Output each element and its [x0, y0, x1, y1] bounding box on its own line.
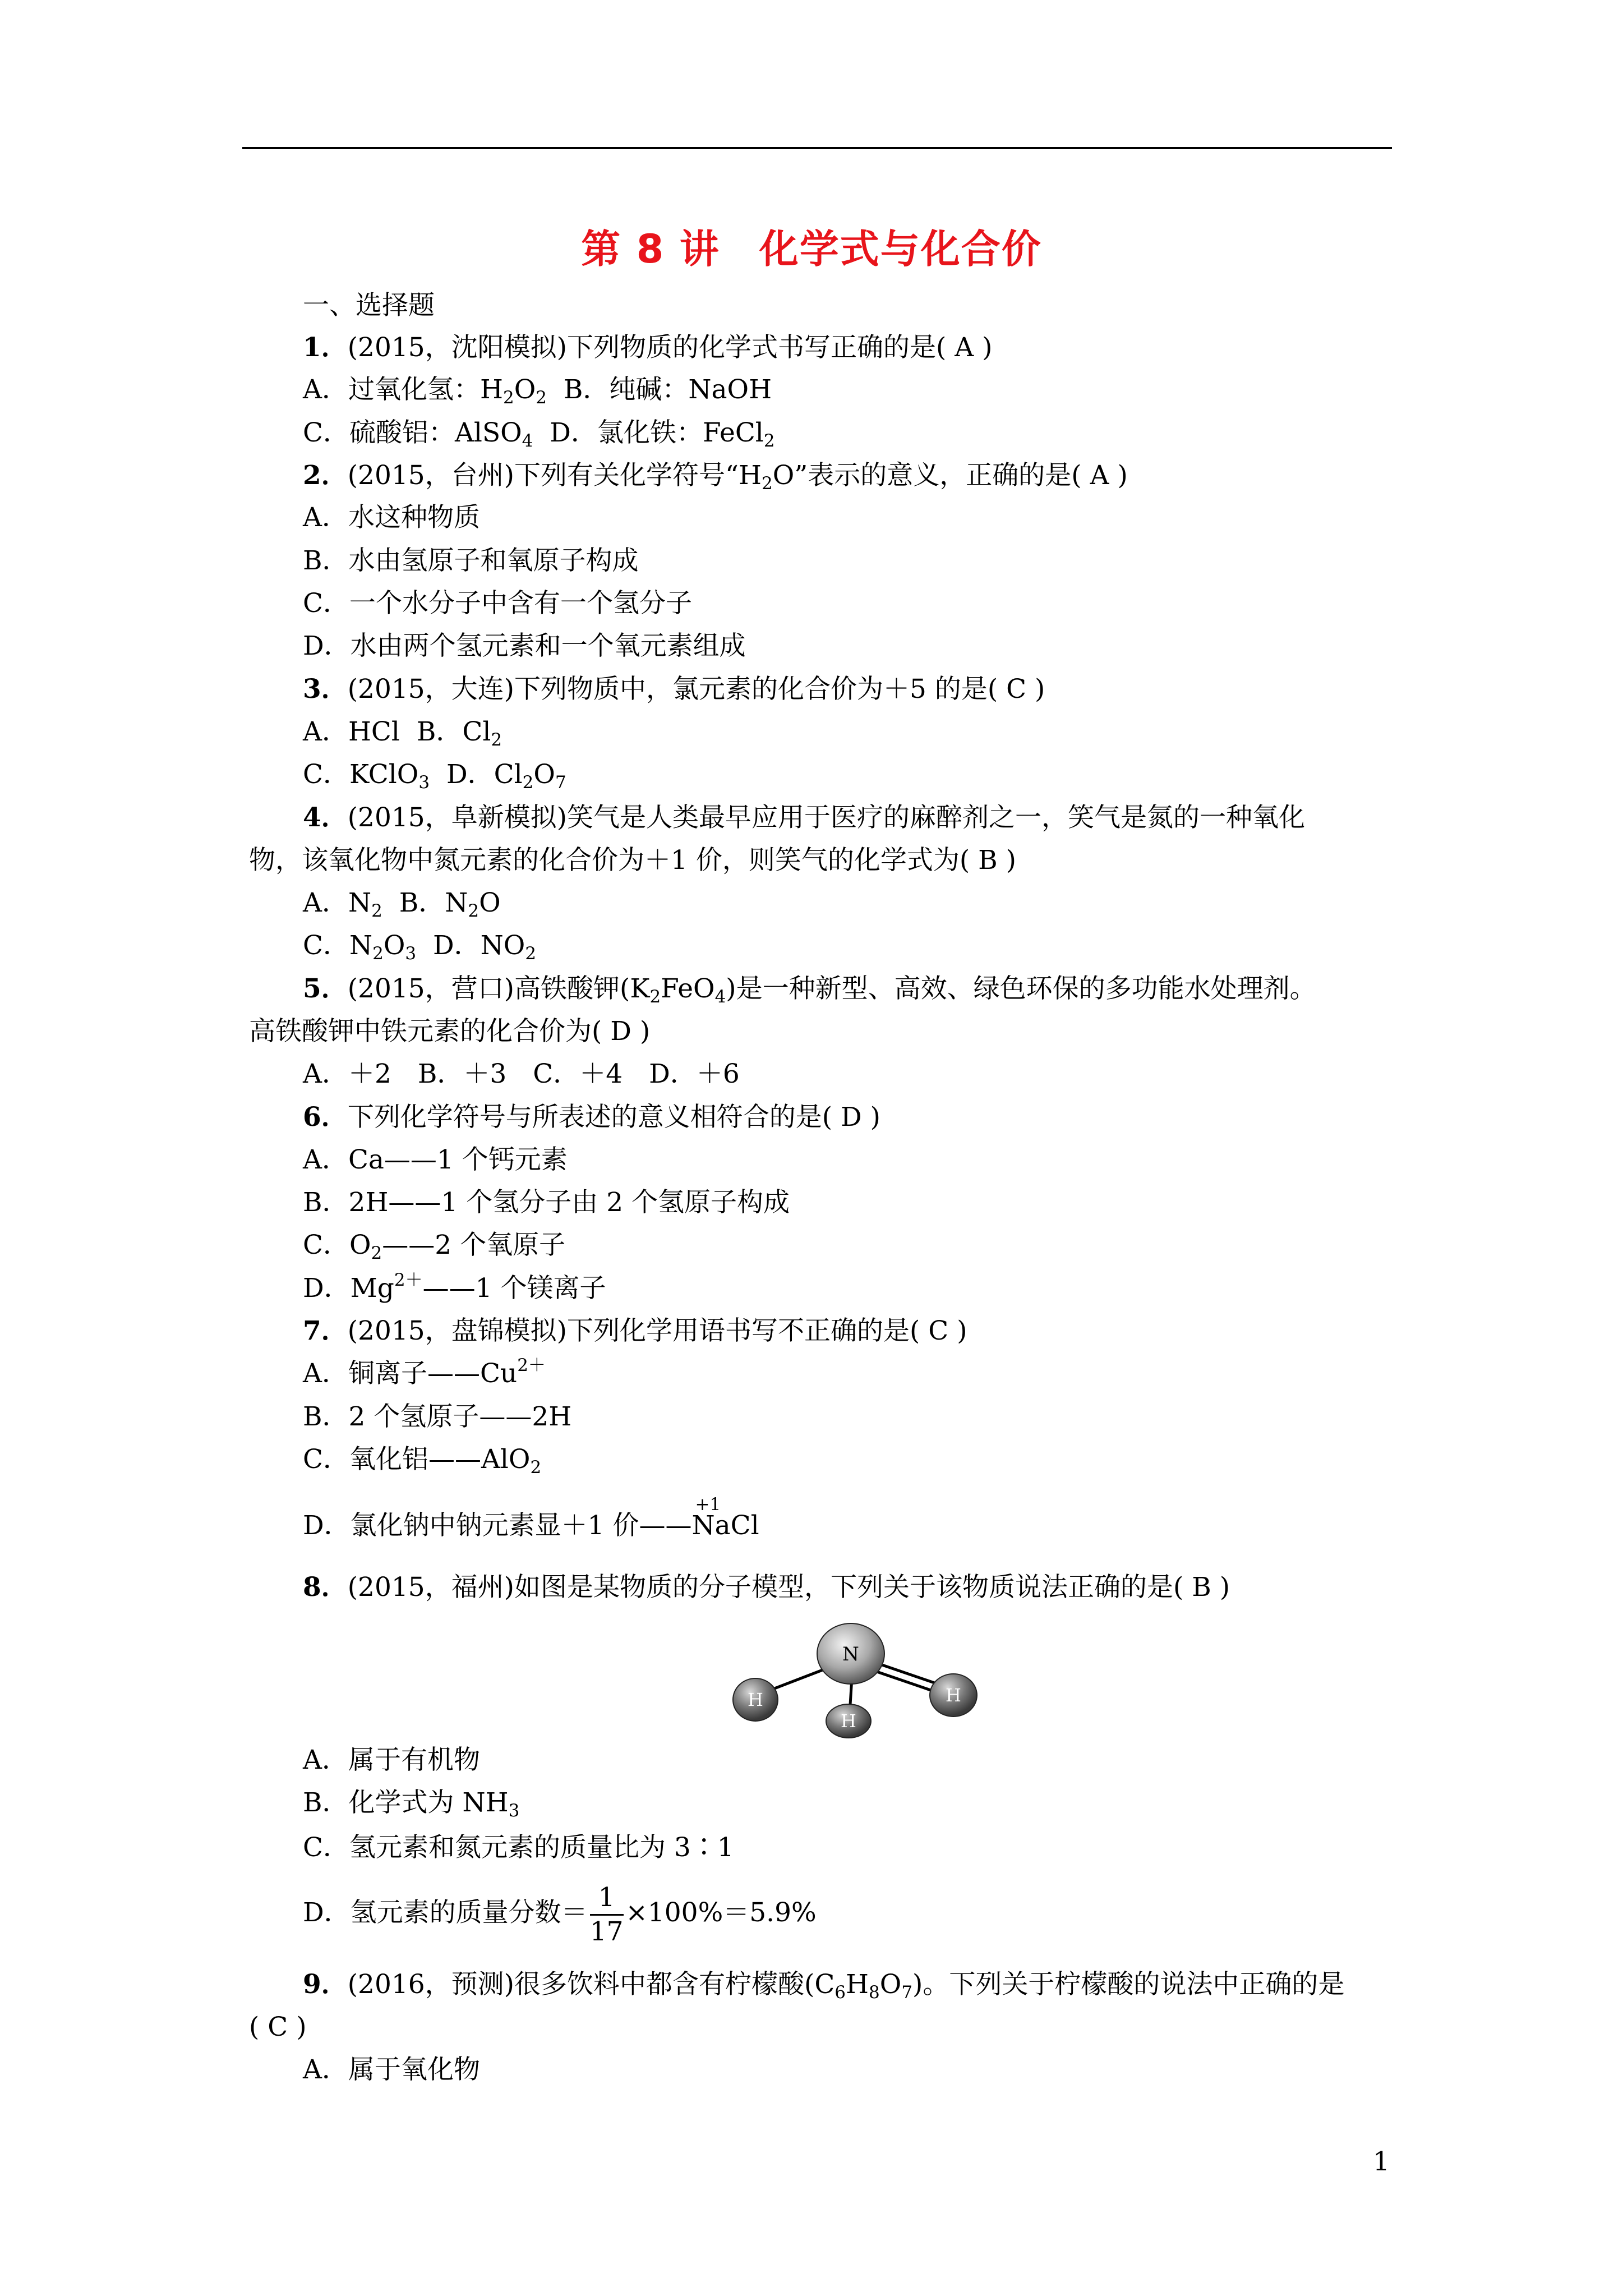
q2-option-b: B．水由氢原子和氧原子构成 [303, 545, 639, 576]
svg-text:H: H [946, 1685, 961, 1706]
answer: B [978, 845, 998, 876]
q8-option-c: C．氢元素和氮元素的质量比为 3∶1 [303, 1832, 734, 1863]
hydrogen-atom-right [930, 1674, 977, 1717]
question-9-stem-line2: ( C ) [249, 2012, 307, 2042]
header-rule [242, 147, 1392, 149]
section-heading: 一、选择题 [303, 290, 435, 321]
answer: C [1006, 674, 1027, 705]
q9-option-a: A．属于氧化物 [303, 2054, 480, 2085]
question-4-stem-line2: 物，该氧化物中氮元素的化合价为＋1 价，则笑气的化学式为( B ) [249, 845, 1016, 876]
q8-option-d: D．氢元素的质量分数＝ $\frac{1}{17}$ ×100%＝5.9% [303, 1881, 817, 1947]
valence-notation: +1 NaCl [691, 1494, 759, 1541]
svg-text:N: N [842, 1643, 859, 1665]
q6-option-d: D．$Mg^{2+}——1$ 个镁离子 [303, 1270, 606, 1304]
answer: C [268, 2012, 288, 2042]
svg-text:H: H [748, 1689, 763, 1710]
question-9-stem-line1: 9．(2016，预测)很多饮料中都含有柠檬酸$(C_6H_8O_7)$。下列关于柠檬酸的说法中正确的是 [303, 1969, 1345, 2003]
question-5-stem-line1: 5．(2015，营口)高铁酸钾$(K_2FeO_4)$是一种新型、高效、绿色环保的多功能水处理剂。 [303, 973, 1316, 1007]
answer: D [841, 1102, 862, 1133]
answer: D [610, 1016, 631, 1047]
question-1-stem: 1．(2015，沈阳模拟)下列物质的化学式书写正确的是( A ) [303, 332, 993, 363]
page-number: 1 [1373, 2146, 1390, 2177]
q4-options-cd: C．$N_2O_3$ D．$NO_2$ [303, 930, 537, 964]
q6-option-b: B．2H——1 个氢分子由 2 个氢原子构成 [303, 1187, 790, 1218]
question-5-stem-line2: 高铁酸钾中铁元素的化合价为( D ) [249, 1016, 651, 1047]
question-7-stem: 7．(2015，盘锦模拟)下列化学用语书写不正确的是( C ) [303, 1315, 967, 1346]
answer: A [955, 332, 974, 363]
q6-option-c: C．$O_2——2$ 个氧原子 [303, 1230, 566, 1263]
answer: C [928, 1315, 949, 1346]
svg-text:H: H [841, 1710, 856, 1732]
q3-options-ab: A．HCl B．$Cl_2$ [303, 716, 502, 750]
hydrogen-atom-bottom [826, 1704, 871, 1738]
question-4-stem-line1: 4．(2015，阜新模拟)笑气是人类最早应用于医疗的麻醉剂之一，笑气是氮的一种氧化 [303, 802, 1305, 833]
q8-option-a: A．属于有机物 [303, 1745, 480, 1775]
q3-options-cd: C．KClO$_3$ D．$Cl_2O_7$ [303, 759, 566, 793]
q1-options-cd: C．硫酸铝：AlSO$_4$ D．氯化铁：FeCl$_2$ [303, 417, 775, 451]
question-8-stem: 8．(2015，福州)如图是某物质的分子模型，下列关于该物质说法正确的是( B ) [303, 1572, 1230, 1603]
question-2-stem: 2．(2015，台州)下列有关化学符号“$H_2O$”表示的意义，正确的是( A ) [303, 460, 1128, 494]
title-lecture-number: 第 8 讲 [581, 226, 720, 272]
answer: A [1090, 460, 1109, 491]
hydrogen-atom-left [733, 1678, 778, 1721]
q7-option-c: C．氧化铝——AlO$_2$ [303, 1444, 542, 1478]
nitrogen-atom [817, 1623, 884, 1684]
q2-option-c: C．一个水分子中含有一个氢分子 [303, 588, 692, 619]
fraction: $\frac{1}{17}$ [589, 1881, 624, 1947]
q2-option-d: D．水由两个氢元素和一个氧元素组成 [303, 631, 746, 661]
q8-option-b: B．化学式为 $NH_3$ [303, 1787, 520, 1821]
q1-options-ab: A．过氧化氢：$H_2O_2$ B．纯碱：NaOH [303, 374, 772, 408]
q6-option-a: A．Ca——1 个钙元素 [303, 1144, 568, 1175]
question-6-stem: 6．下列化学符号与所表述的意义相符合的是( D ) [303, 1102, 880, 1133]
q7-option-d: D．氯化钠中钠元素显＋1 价—— +1 NaCl [303, 1509, 759, 1543]
q2-option-a: A．水这种物质 [303, 502, 480, 533]
q7-option-b: B．2 个氢原子——2H [303, 1401, 572, 1432]
q5-options: A．＋2 B．＋3 C．＋4 D．＋6 [303, 1059, 740, 1089]
page-title [0, 218, 1623, 274]
title-topic: 化学式与化合价 [759, 226, 1042, 272]
q4-options-ab: A．$N_2$ B．$N_2O$ [303, 887, 501, 921]
question-3-stem: 3．(2015，大连)下列物质中，氯元素的化合价为＋5 的是( C ) [303, 674, 1045, 705]
answer: B [1192, 1572, 1211, 1603]
q7-option-a: A．铜离子$——Cu^{2+}$ [303, 1355, 546, 1389]
molecule-model-diagram [726, 1616, 995, 1739]
